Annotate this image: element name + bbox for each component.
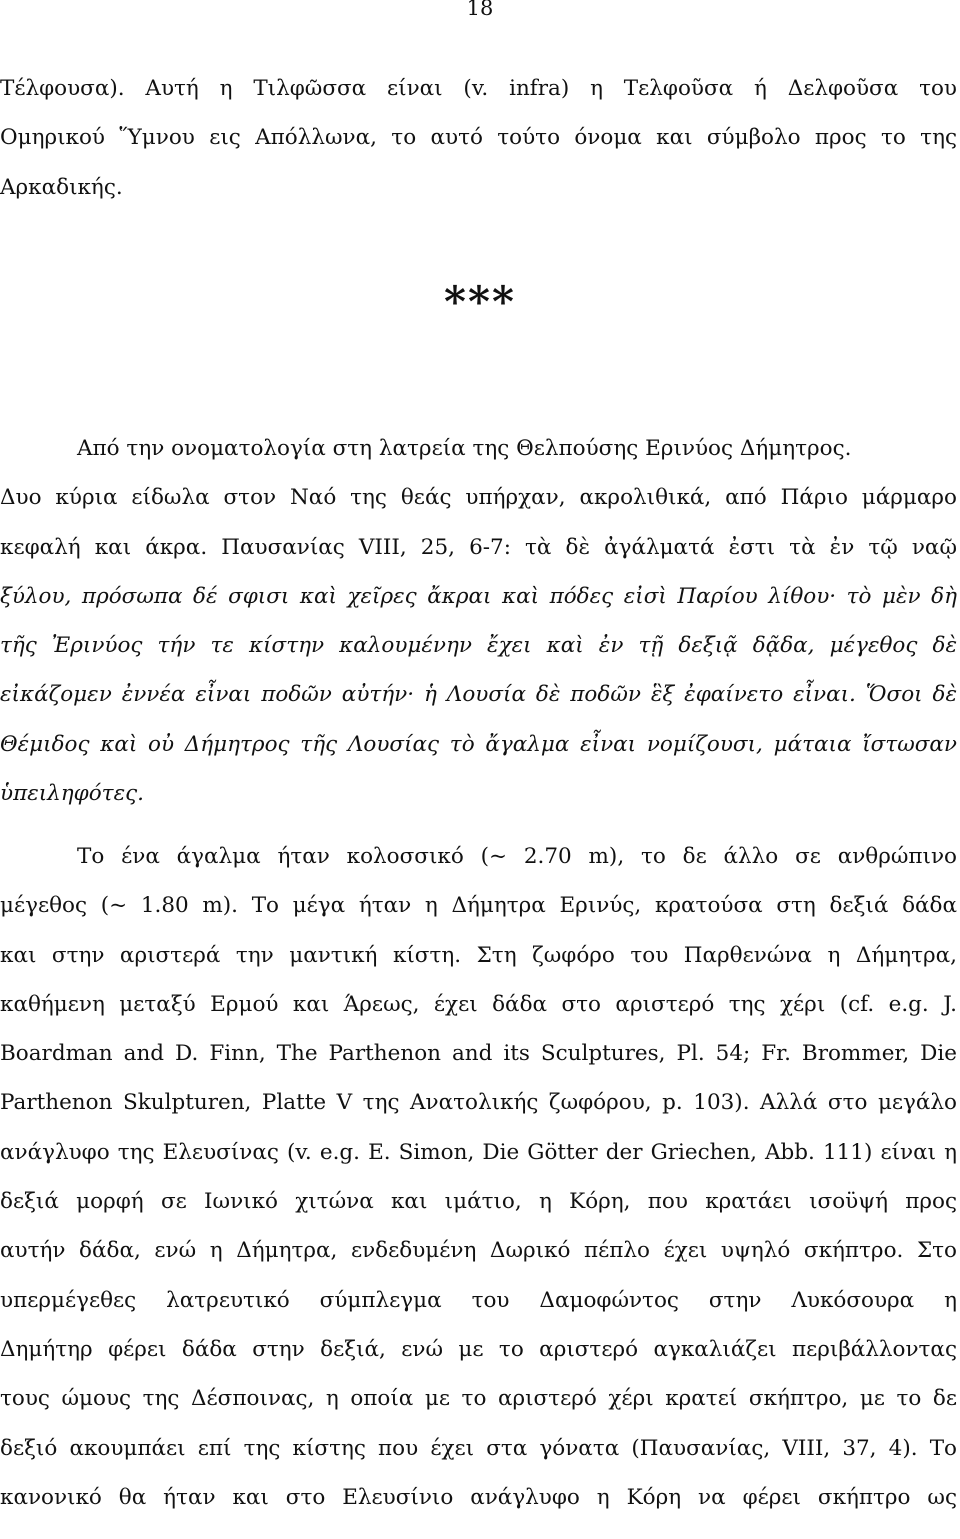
section-separator: *** [444,277,516,326]
text-line: Αρκαδικής. [0,174,123,200]
text-line: ανάγλυφο της Ελευσίνας (v. e.g. E. Simon, Die Götter der Griechen, Abb. 111) είναι η [0,1139,957,1165]
text-line: και στην αριστερά την μαντική κίστη. Στη ζωφόρο του Παρθενώνα η Δήμητρα, [0,942,957,968]
text-line: Δημήτηρ φέρει δάδα στην δεξιά, ενώ με το αριστερό αγκαλιάζει περιβάλλοντας [0,1336,957,1362]
text-line: δεξιά μορφή σε Ιωνικό χιτώνα και ιμάτιο, η Κόρη, που κρατάει ισοϋψή προς [0,1189,957,1215]
quote-line: ξύλου, πρόσωπα δέ σφισι καὶ χεῖρες ἄκραι καὶ πόδες εἰσὶ Παρίου λίθου· τὸ μὲν δὴ [0,583,957,609]
quote-line: ὑπειληφότες. [0,781,144,807]
text-line: Τέλφουσα). Αυτή η Τιλφῶσσα είναι (v. infra) η Τελφοῦσα ή Δελφοῦσα του [0,76,957,101]
text-line: δεξιό ακουμπάει επί της κίστης που έχει στα γόνατα (Παυσανίας, VIII, 37, 4). Το [0,1435,957,1461]
text-line: Το ένα άγαλμα ήταν κολοσσικό (~ 2.70 m), το δε άλλο σε ανθρώπινο [77,844,957,869]
text-line: Parthenon Skulpturen, Platte V της Ανατολικής ζωφόρου, p. 103). Αλλά στο μεγάλο [0,1090,957,1116]
quote-line: τῆς Ἐρινύος τήν τε κίστην καλουμένην ἔχει καὶ ἐν τῇ δεξιᾷ δᾷδα, μέγεθος δὲ [0,633,957,659]
text-line: υπερμέγεθες λατρευτικό σύμπλεγμα του Δαμοφώντος στην Λυκόσουρα η [0,1287,957,1313]
text-line: αυτήν δάδα, ενώ η Δήμητρα, ενδεδυμένη Δωρικό πέπλο έχει υψηλό σκήπτρο. Στο [0,1238,957,1264]
text-line: τους ώμους της Δέσποινας, η οποία με το αριστερό χέρι κρατεί σκήπτρο, με το δε [0,1386,957,1412]
text-line: καθήμενη μεταξύ Ερμού και Άρεως, έχει δάδα στο αριστερό της χέρι (cf. e.g. J. [0,991,957,1017]
page-number: 18 [466,0,494,20]
quote-line: Θέμιδος καὶ οὐ Δήμητρος τῆς Λουσίας τὸ ἄγαλμα εἶναι νομίζουσι, μάταια ἴστωσαν [0,731,957,757]
paragraph-3 [0,832,957,1522]
text-line: Ομηρικού Ὕμνου εις Απόλλωνα, το αυτό τούτο όνομα και σύμβολο προς το της [0,125,957,151]
paragraph-1 [0,64,957,212]
text-line: κεφαλή και άκρα. Παυσανίας VIII, 25, 6-7: τὰ δὲ ἀγάλματά ἐστι τὰ ἐν τῷ ναῷ [0,534,957,560]
text-line: Από την ονοματολογία στη λατρεία της Θελπούσης Ερινύος Δήμητρος. [77,436,852,461]
text-line: μέγεθος (~ 1.80 m). Το μέγα ήταν η Δήμητρα Ερινύς, κρατούσα στη δεξιά δάδα [0,893,957,919]
paragraph-2 [0,424,957,818]
text-line: κανονικό θα ήταν και στο Ελευσίνιο ανάγλυφο η Κόρη να φέρει σκήπτρο ως [0,1484,957,1510]
text-line: Δυο κύρια είδωλα στον Ναό της θεάς υπήρχαν, ακρολιθικά, από Πάριο μάρμαρο [0,485,957,511]
quote-line: εἰκάζομεν ἐννέα εἶναι ποδῶν αὐτήν· ἡ Λουσία δὲ ποδῶν ἓξ ἐφαίνετο εἶναι. Ὅσοι δὲ [0,682,957,708]
text-line: Boardman and D. Finn, The Parthenon and its Sculptures, Pl. 54; Fr. Brommer, Die [0,1041,957,1067]
